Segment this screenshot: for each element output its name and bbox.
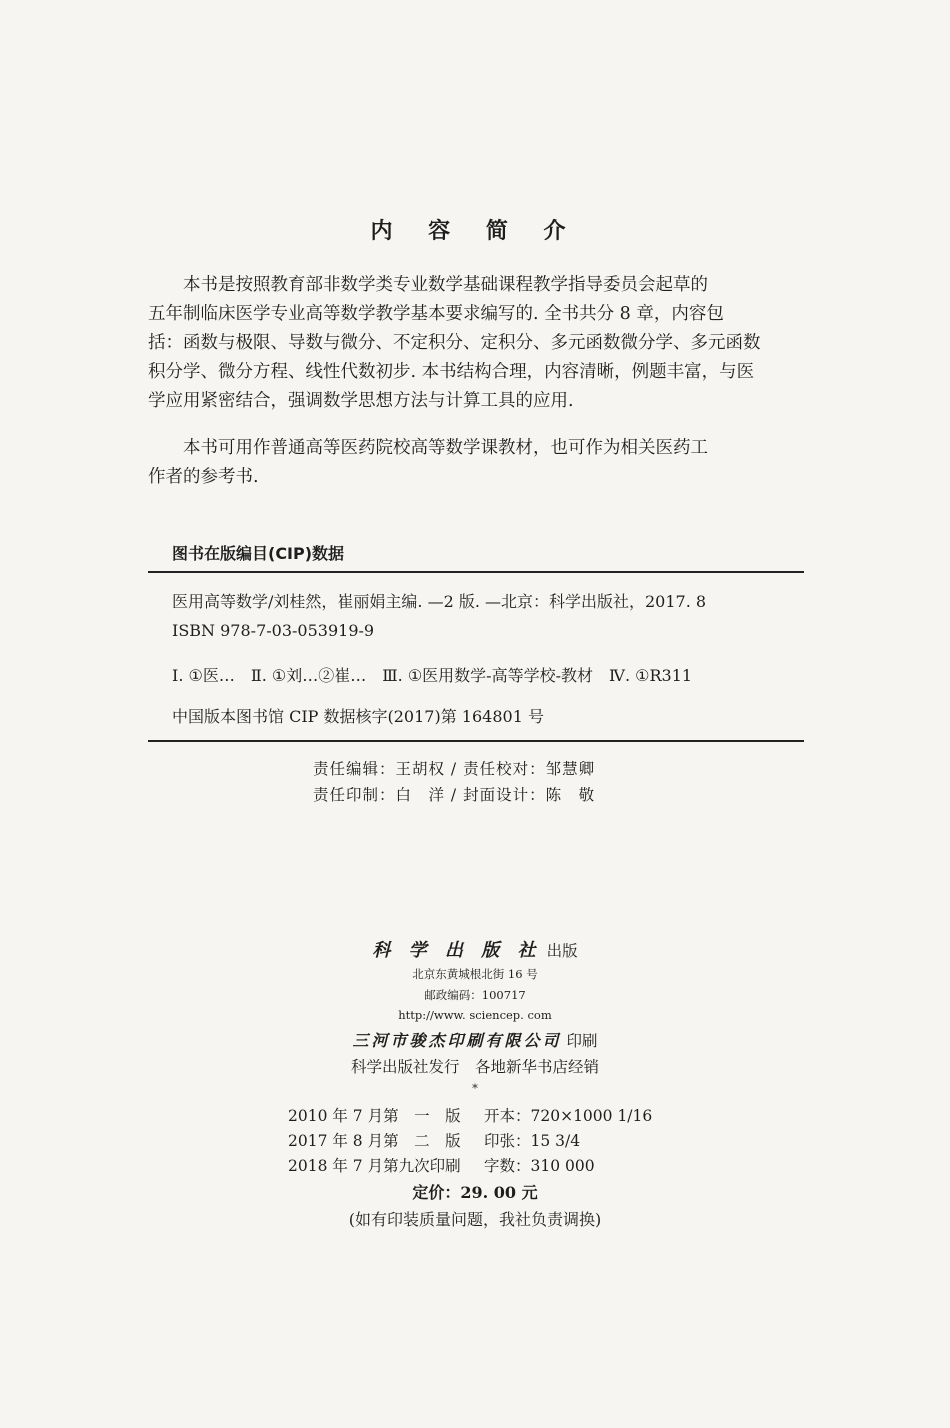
printer-name: 三河市骏杰印刷有限公司: [352, 1031, 562, 1050]
summary-paragraph-1: [148, 271, 808, 416]
staff-line-editors: 责任编辑：王胡权 / 责任校对：邹慧卿: [313, 760, 596, 778]
summary-line: 本书可用作普通高等医药院校高等数学课教材，也可作为相关医药工: [148, 438, 708, 458]
publisher-postcode: 邮政编码：100717: [424, 988, 526, 1002]
distribution-line: 科学出版社发行 各地新华书店经销: [350, 1058, 599, 1076]
printer-line: [0, 1028, 950, 1051]
publisher-url: http://www. sciencep. com: [398, 1008, 552, 1022]
cip-line-title: 医用高等数学/刘桂然，崔丽娟主编. —2 版. —北京：科学出版社，2017. 8: [172, 592, 707, 611]
sheets-info: 印张：15 3/4: [484, 1132, 581, 1150]
publisher-name-suffix: 出版: [546, 942, 578, 960]
summary-title: 内 容 简 介: [370, 219, 580, 244]
summary-line: 本书是按照教育部非数学类专业数学基础课程教学指导委员会起草的: [148, 275, 708, 295]
staff-line-printing: 责任印制：白 洋 / 封面设计：陈 敬: [313, 786, 596, 804]
cip-bottom-rule: [148, 740, 804, 742]
summary-line: 积分学、微分方程、线性代数初步. 本书结构合理，内容清晰，例题丰富，与医: [148, 362, 755, 382]
printing-info: 2018 年 7 月第九次印刷: [288, 1157, 461, 1175]
spec-row: [288, 1154, 595, 1176]
summary-line: 学应用紧密结合，强调数学思想方法与计算工具的应用.: [148, 391, 574, 411]
summary-line: 五年制临床医学专业高等数学教学基本要求编写的. 全书共分 8 章，内容包: [148, 304, 724, 324]
publisher-line: [0, 936, 950, 962]
spec-row: [288, 1104, 652, 1126]
word-count-info: 字数：310 000: [484, 1157, 595, 1175]
cip-line-classification: Ⅰ. ①医… Ⅱ. ①刘…②崔… Ⅲ. ①医用数学-高等学校-教材 Ⅳ. ①R311: [172, 666, 693, 685]
spec-row: [288, 1129, 580, 1151]
summary-paragraph-2: [148, 434, 808, 492]
printer-suffix: 印刷: [566, 1032, 598, 1050]
cip-heading: 图书在版编目(CIP)数据: [172, 544, 345, 563]
publisher-name: 科 学 出 版 社: [372, 940, 542, 961]
cip-line-isbn: ISBN 978-7-03-053919-9: [172, 621, 375, 640]
cip-line-record: 中国版本图书馆 CIP 数据核字(2017)第 164801 号: [172, 707, 544, 726]
summary-line: 作者的参考书.: [148, 467, 259, 487]
edition-info: 2017 年 8 月第 二 版: [288, 1132, 461, 1150]
separator-star: *: [472, 1081, 478, 1095]
edition-info: 2010 年 7 月第 一 版: [288, 1107, 461, 1125]
publisher-address: 北京东黄城根北街 16 号: [412, 967, 538, 981]
quality-notice: (如有印装质量问题，我社负责调换): [348, 1210, 602, 1229]
price: 定价：29. 00 元: [412, 1183, 538, 1202]
summary-line: 括：函数与极限、导数与微分、不定积分、定积分、多元函数微分学、多元函数: [148, 333, 761, 353]
format-info: 开本：720×1000 1/16: [484, 1107, 653, 1125]
cip-top-rule: [148, 571, 804, 573]
